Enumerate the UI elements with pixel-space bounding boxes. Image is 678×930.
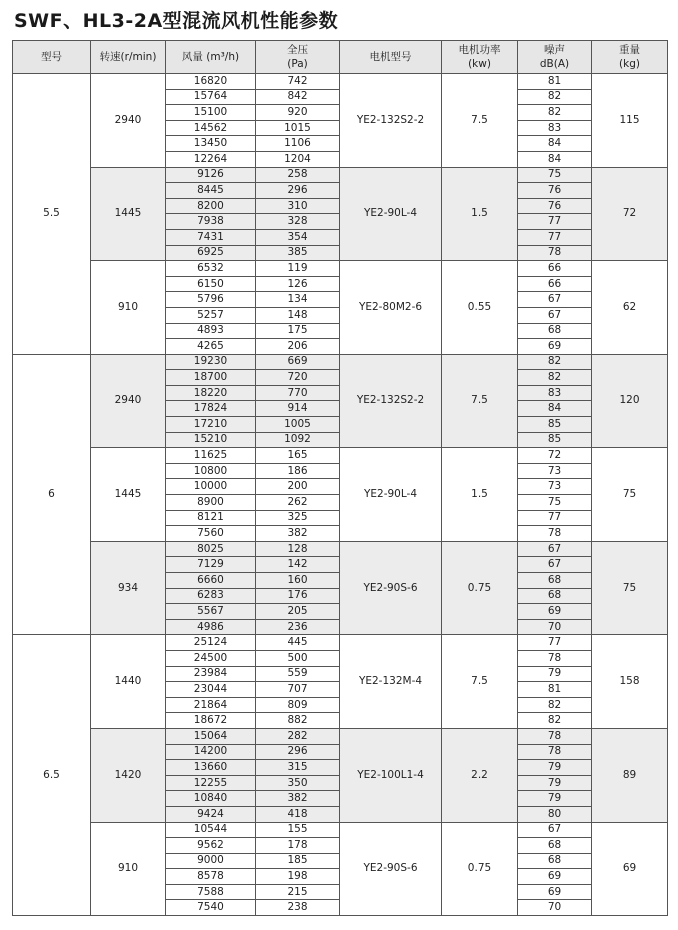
speed-cell: 1420 <box>91 728 166 822</box>
motor-model-cell: YE2-90S-6 <box>340 541 442 635</box>
pressure-cell: 205 <box>256 604 340 620</box>
table-row <box>13 728 668 744</box>
pressure-cell: 282 <box>256 728 340 744</box>
noise-cell: 82 <box>518 105 592 121</box>
airflow-cell: 14200 <box>166 744 256 760</box>
pressure-cell: 186 <box>256 463 340 479</box>
pressure-cell: 142 <box>256 557 340 573</box>
noise-cell: 78 <box>518 728 592 744</box>
noise-cell: 75 <box>518 495 592 511</box>
speed-cell: 910 <box>91 261 166 355</box>
noise-cell: 82 <box>518 713 592 729</box>
noise-cell: 81 <box>518 74 592 90</box>
airflow-cell: 8578 <box>166 869 256 885</box>
airflow-cell: 8121 <box>166 510 256 526</box>
motor-power-cell: 1.5 <box>442 167 518 261</box>
header-row <box>13 41 668 74</box>
airflow-cell: 9000 <box>166 853 256 869</box>
noise-cell: 76 <box>518 198 592 214</box>
airflow-cell: 8025 <box>166 541 256 557</box>
noise-cell: 84 <box>518 401 592 417</box>
airflow-cell: 13450 <box>166 136 256 152</box>
noise-cell: 66 <box>518 261 592 277</box>
noise-cell: 67 <box>518 307 592 323</box>
airflow-cell: 18220 <box>166 385 256 401</box>
airflow-cell: 4986 <box>166 619 256 635</box>
noise-cell: 68 <box>518 573 592 589</box>
motor-model-cell: YE2-80M2-6 <box>340 261 442 355</box>
pressure-cell: 215 <box>256 884 340 900</box>
airflow-cell: 18672 <box>166 713 256 729</box>
noise-cell: 83 <box>518 385 592 401</box>
pressure-cell: 325 <box>256 510 340 526</box>
noise-cell: 79 <box>518 791 592 807</box>
noise-cell: 82 <box>518 370 592 386</box>
motor-model-cell: YE2-90S-6 <box>340 822 442 916</box>
pressure-cell: 185 <box>256 853 340 869</box>
pressure-cell: 296 <box>256 744 340 760</box>
pressure-cell: 148 <box>256 307 340 323</box>
motor-power-cell: 1.5 <box>442 448 518 542</box>
noise-cell: 82 <box>518 354 592 370</box>
performance-table <box>12 40 668 916</box>
airflow-cell: 7431 <box>166 229 256 245</box>
weight-cell: 62 <box>592 261 668 355</box>
noise-cell: 75 <box>518 167 592 183</box>
noise-cell: 82 <box>518 697 592 713</box>
weight-cell: 75 <box>592 541 668 635</box>
pressure-cell: 238 <box>256 900 340 916</box>
noise-cell: 81 <box>518 682 592 698</box>
weight-cell: 120 <box>592 354 668 448</box>
noise-cell: 69 <box>518 604 592 620</box>
airflow-cell: 5567 <box>166 604 256 620</box>
header-cell: 型号 <box>13 41 91 74</box>
airflow-cell: 8200 <box>166 198 256 214</box>
noise-cell: 85 <box>518 417 592 433</box>
pressure-cell: 176 <box>256 588 340 604</box>
noise-cell: 69 <box>518 869 592 885</box>
noise-cell: 77 <box>518 635 592 651</box>
noise-cell: 77 <box>518 214 592 230</box>
pressure-cell: 236 <box>256 619 340 635</box>
pressure-cell: 165 <box>256 448 340 464</box>
airflow-cell: 5257 <box>166 307 256 323</box>
table-row <box>13 448 668 464</box>
pressure-cell: 770 <box>256 385 340 401</box>
table-row <box>13 74 668 90</box>
model-cell: 6.5 <box>13 635 91 916</box>
noise-cell: 69 <box>518 884 592 900</box>
noise-cell: 78 <box>518 744 592 760</box>
airflow-cell: 14562 <box>166 120 256 136</box>
speed-cell: 934 <box>91 541 166 635</box>
airflow-cell: 15100 <box>166 105 256 121</box>
header-cell: 风量 (m³/h) <box>166 41 256 74</box>
noise-cell: 66 <box>518 276 592 292</box>
noise-cell: 67 <box>518 541 592 557</box>
pressure-cell: 445 <box>256 635 340 651</box>
header-cell: 转速(r/min) <box>91 41 166 74</box>
model-cell: 6 <box>13 354 91 635</box>
header-cell: 全压 (Pa) <box>256 41 340 74</box>
noise-cell: 68 <box>518 853 592 869</box>
pressure-cell: 1092 <box>256 432 340 448</box>
airflow-cell: 13660 <box>166 760 256 776</box>
noise-cell: 79 <box>518 666 592 682</box>
noise-cell: 77 <box>518 229 592 245</box>
pressure-cell: 155 <box>256 822 340 838</box>
pressure-cell: 126 <box>256 276 340 292</box>
pressure-cell: 1204 <box>256 151 340 167</box>
airflow-cell: 10800 <box>166 463 256 479</box>
airflow-cell: 8900 <box>166 495 256 511</box>
weight-cell: 72 <box>592 167 668 261</box>
airflow-cell: 18700 <box>166 370 256 386</box>
weight-cell: 69 <box>592 822 668 916</box>
motor-model-cell: YE2-100L1-4 <box>340 728 442 822</box>
airflow-cell: 9424 <box>166 806 256 822</box>
table-body <box>13 74 668 916</box>
weight-cell: 158 <box>592 635 668 729</box>
pressure-cell: 354 <box>256 229 340 245</box>
airflow-cell: 11625 <box>166 448 256 464</box>
pressure-cell: 128 <box>256 541 340 557</box>
table-row <box>13 635 668 651</box>
motor-model-cell: YE2-132M-4 <box>340 635 442 729</box>
airflow-cell: 16820 <box>166 74 256 90</box>
noise-cell: 80 <box>518 806 592 822</box>
noise-cell: 84 <box>518 151 592 167</box>
model-cell: 5.5 <box>13 74 91 355</box>
airflow-cell: 25124 <box>166 635 256 651</box>
noise-cell: 67 <box>518 292 592 308</box>
motor-power-cell: 7.5 <box>442 74 518 168</box>
noise-cell: 73 <box>518 479 592 495</box>
pressure-cell: 382 <box>256 791 340 807</box>
pressure-cell: 175 <box>256 323 340 339</box>
noise-cell: 77 <box>518 510 592 526</box>
airflow-cell: 6283 <box>166 588 256 604</box>
pressure-cell: 809 <box>256 697 340 713</box>
airflow-cell: 15764 <box>166 89 256 105</box>
airflow-cell: 6925 <box>166 245 256 261</box>
pressure-cell: 920 <box>256 105 340 121</box>
speed-cell: 1445 <box>91 448 166 542</box>
motor-power-cell: 0.55 <box>442 261 518 355</box>
noise-cell: 72 <box>518 448 592 464</box>
motor-model-cell: YE2-132S2-2 <box>340 74 442 168</box>
pressure-cell: 258 <box>256 167 340 183</box>
airflow-cell: 10544 <box>166 822 256 838</box>
pressure-cell: 707 <box>256 682 340 698</box>
airflow-cell: 5796 <box>166 292 256 308</box>
motor-power-cell: 2.2 <box>442 728 518 822</box>
noise-cell: 70 <box>518 900 592 916</box>
table-row <box>13 167 668 183</box>
pressure-cell: 310 <box>256 198 340 214</box>
pressure-cell: 742 <box>256 74 340 90</box>
pressure-cell: 200 <box>256 479 340 495</box>
weight-cell: 75 <box>592 448 668 542</box>
pressure-cell: 385 <box>256 245 340 261</box>
motor-model-cell: YE2-90L-4 <box>340 167 442 261</box>
motor-model-cell: YE2-132S2-2 <box>340 354 442 448</box>
noise-cell: 76 <box>518 183 592 199</box>
noise-cell: 73 <box>518 463 592 479</box>
airflow-cell: 7560 <box>166 526 256 542</box>
airflow-cell: 7938 <box>166 214 256 230</box>
pressure-cell: 315 <box>256 760 340 776</box>
airflow-cell: 6660 <box>166 573 256 589</box>
noise-cell: 82 <box>518 89 592 105</box>
speed-cell: 2940 <box>91 354 166 448</box>
pressure-cell: 350 <box>256 775 340 791</box>
airflow-cell: 15210 <box>166 432 256 448</box>
pressure-cell: 500 <box>256 650 340 666</box>
page-title: SWF、HL3-2A型混流风机性能参数 <box>14 10 339 32</box>
airflow-cell: 9562 <box>166 838 256 854</box>
pressure-cell: 198 <box>256 869 340 885</box>
pressure-cell: 160 <box>256 573 340 589</box>
noise-cell: 69 <box>518 339 592 355</box>
airflow-cell: 6532 <box>166 261 256 277</box>
airflow-cell: 10840 <box>166 791 256 807</box>
noise-cell: 70 <box>518 619 592 635</box>
pressure-cell: 882 <box>256 713 340 729</box>
airflow-cell: 4893 <box>166 323 256 339</box>
noise-cell: 79 <box>518 760 592 776</box>
weight-cell: 115 <box>592 74 668 168</box>
pressure-cell: 1106 <box>256 136 340 152</box>
motor-power-cell: 0.75 <box>442 822 518 916</box>
header-cell: 重量 (kg) <box>592 41 668 74</box>
airflow-cell: 12264 <box>166 151 256 167</box>
airflow-cell: 7540 <box>166 900 256 916</box>
noise-cell: 68 <box>518 588 592 604</box>
pressure-cell: 559 <box>256 666 340 682</box>
noise-cell: 78 <box>518 245 592 261</box>
airflow-cell: 23044 <box>166 682 256 698</box>
airflow-cell: 21864 <box>166 697 256 713</box>
pressure-cell: 206 <box>256 339 340 355</box>
noise-cell: 79 <box>518 775 592 791</box>
speed-cell: 2940 <box>91 74 166 168</box>
speed-cell: 910 <box>91 822 166 916</box>
speed-cell: 1445 <box>91 167 166 261</box>
table-row <box>13 822 668 838</box>
airflow-cell: 8445 <box>166 183 256 199</box>
motor-power-cell: 7.5 <box>442 635 518 729</box>
airflow-cell: 4265 <box>166 339 256 355</box>
noise-cell: 78 <box>518 526 592 542</box>
noise-cell: 78 <box>518 650 592 666</box>
airflow-cell: 9126 <box>166 167 256 183</box>
airflow-cell: 23984 <box>166 666 256 682</box>
airflow-cell: 19230 <box>166 354 256 370</box>
noise-cell: 83 <box>518 120 592 136</box>
pressure-cell: 328 <box>256 214 340 230</box>
pressure-cell: 382 <box>256 526 340 542</box>
pressure-cell: 720 <box>256 370 340 386</box>
noise-cell: 68 <box>518 838 592 854</box>
noise-cell: 67 <box>518 557 592 573</box>
pressure-cell: 842 <box>256 89 340 105</box>
airflow-cell: 12255 <box>166 775 256 791</box>
noise-cell: 68 <box>518 323 592 339</box>
pressure-cell: 914 <box>256 401 340 417</box>
noise-cell: 85 <box>518 432 592 448</box>
motor-power-cell: 0.75 <box>442 541 518 635</box>
airflow-cell: 10000 <box>166 479 256 495</box>
airflow-cell: 7588 <box>166 884 256 900</box>
airflow-cell: 6150 <box>166 276 256 292</box>
pressure-cell: 134 <box>256 292 340 308</box>
pressure-cell: 119 <box>256 261 340 277</box>
pressure-cell: 418 <box>256 806 340 822</box>
pressure-cell: 262 <box>256 495 340 511</box>
table-row <box>13 261 668 277</box>
header-cell: 噪声 dB(A) <box>518 41 592 74</box>
pressure-cell: 296 <box>256 183 340 199</box>
pressure-cell: 1015 <box>256 120 340 136</box>
noise-cell: 67 <box>518 822 592 838</box>
airflow-cell: 15064 <box>166 728 256 744</box>
pressure-cell: 178 <box>256 838 340 854</box>
weight-cell: 89 <box>592 728 668 822</box>
header-cell: 电机功率 (kw) <box>442 41 518 74</box>
airflow-cell: 24500 <box>166 650 256 666</box>
table-row <box>13 354 668 370</box>
noise-cell: 84 <box>518 136 592 152</box>
table-row <box>13 541 668 557</box>
header-cell: 电机型号 <box>340 41 442 74</box>
airflow-cell: 7129 <box>166 557 256 573</box>
motor-model-cell: YE2-90L-4 <box>340 448 442 542</box>
pressure-cell: 669 <box>256 354 340 370</box>
speed-cell: 1440 <box>91 635 166 729</box>
pressure-cell: 1005 <box>256 417 340 433</box>
airflow-cell: 17210 <box>166 417 256 433</box>
airflow-cell: 17824 <box>166 401 256 417</box>
motor-power-cell: 7.5 <box>442 354 518 448</box>
